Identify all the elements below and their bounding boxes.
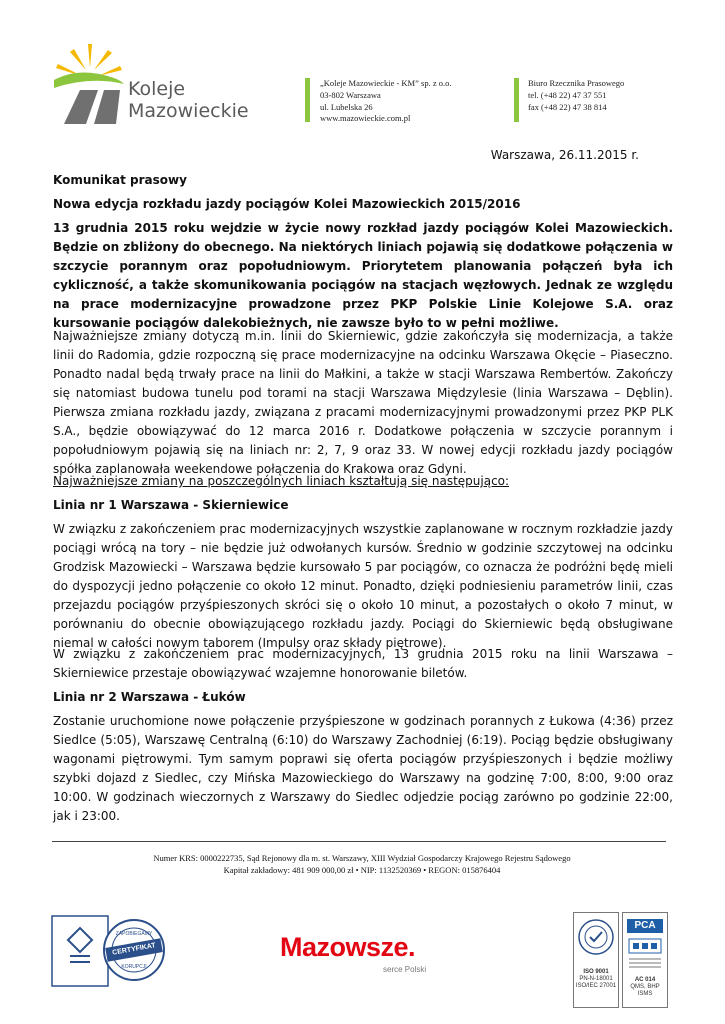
company-street: ul. Lubelska 26: [320, 101, 373, 112]
company-address: [320, 78, 451, 125]
logo-wordmark: [128, 78, 249, 122]
press-office-tel: tel. (+48 22) 47 37 551: [528, 89, 607, 100]
mazowsze-wordmark: Mazowsze.: [280, 932, 416, 962]
pca-label: PCA: [627, 919, 663, 933]
line1-paragraph-2: W związku z zakończeniem prac modernizacyjnych, 13 grudnia 2015 roku na linii Warszawa – Skierniewice przestaje obowiązywać wzajemne honorowanie biletów.: [53, 647, 673, 680]
isms-label: ISMS: [637, 991, 653, 997]
divider-bar: [305, 78, 310, 122]
press-office-title: Biuro Rzecznika Prasowego: [528, 78, 625, 88]
qms-label: QMS, BHP: [630, 984, 660, 990]
changes-intro: Najważniejsze zmiany na poszczególnych liniach kształtują się następująco:: [53, 474, 510, 488]
stamp-top-text: ZAPOBIEGAMY: [115, 931, 153, 937]
pn-18001-label: PN-N-18001: [579, 976, 613, 982]
pca-accreditation-badge: [622, 912, 668, 1008]
line2-title: Linia nr 2 Warszawa - Łuków: [53, 690, 246, 704]
pca-mark-icon: [623, 933, 667, 973]
document-subheading: Nowa edycja rozkładu jazdy pociągów Kolei Mazowieckich 2015/2016: [53, 197, 521, 211]
press-office: [528, 78, 624, 113]
logo-line2: Mazowieckie: [128, 100, 249, 122]
document-heading: Komunikat prasowy: [53, 173, 187, 187]
stamp-bottom-text: KORUPCJI: [121, 964, 147, 970]
lead-paragraph: 13 grudnia 2015 roku wejdzie w życie nowy rozkład jazdy pociągów Kolei Mazowieckich. Będzie on zbliżony do obecnego. Na niektórych liniach pojawią się dodatkowe połączenia w szczycie porannym oraz popołudniowym. Priorytetem planowania połączeń była ich cykliczność, a także skomunikowania pociągów na stacjach węzłowych. Jednak ze względu na prace modernizacyjne prowadzone przez PKP Polskie Linie Kolejowe S.A. oraz kursowanie pociągów dalekobieżnych, nie zawsze było to w pełni możliwe.: [53, 221, 673, 330]
iso-seal-icon: [574, 913, 618, 965]
company-name: „Koleje Mazowieckie - KM” sp. z o.o.: [320, 78, 452, 88]
stamp-center-text: CERTYFIKAT: [111, 942, 157, 957]
footer-capital: Kapitał zakładowy: 481 909 000,00 zł • NIP: 1132520369 • REGON: 015876404: [223, 865, 501, 875]
iso-9001-label: ISO 9001: [583, 969, 609, 975]
logo-line1: Koleje: [128, 78, 186, 100]
iso-27001-label: ISO/IEC 27001: [575, 983, 617, 989]
press-office-fax: fax (+48 22) 47 38 814: [528, 101, 607, 112]
company-web[interactable]: www.mazowieckie.com.pl: [320, 113, 411, 124]
line2-paragraph-1: Zostanie uruchomione nowe połączenie przyśpieszone w godzinach porannych z Łukowa (4:36) przez Siedlce (5:05), Warszawę Centralną (6:10) do Warszawy Zachodniej (6:19). Pociąg będzie obsługiwany wagonami piętrowymi. Tym samym poprawi się oferta pociągów przyśpieszonych i będzie możliwy szybki dojazd z Siedlec, czy Mińska Mazowieckiego do Warszawy na godzinę 7:00, 8:00, 9:00 oraz 10:00. W godzinach wieczornych z Warszawy do Siedlec odjedzie pociąg zarówno po godzinie 22:00, jak i 23:00.: [53, 714, 673, 823]
anti-corruption-certificate: [48, 910, 166, 992]
line1-title: Linia nr 1 Warszawa - Skierniewice: [53, 498, 289, 512]
line1-paragraph-1: W związku z zakończeniem prac modernizacyjnych wszystkie zaplanowane w rocznym rozkładzie jazdy pociągi wrócą na tory – nie będzie już odwołanych kursów. Średnio w godzinie szczytowej na odcinku Grodzisk Mazowiecki – Warszawa będzie kursowało 5 par pociągów, co oznacza że podróżni będę mieli do dyspozycji jedno połączenie co około 12 minut. Ponadto, dzięki podniesieniu parametrów linii, czas przejazdu pociągów przyśpieszonych skróci się o około 10 minut, a pozostałych o około 7 minut, w porównaniu do obecnie obowiązującego rozkładu jazdy. Pociągi do Skierniewic będą obsługiwane niemal w całości nowym taborem (Impulsy oraz składy piętrowe).: [53, 522, 673, 650]
footer-divider: [52, 841, 666, 842]
mazowsze-logo: [280, 932, 450, 982]
mazowsze-tagline: serce Polski: [383, 965, 427, 974]
company-postal: 03-802 Warszawa: [320, 89, 381, 100]
ac-label: AC 014: [634, 977, 656, 983]
iso-certificate-badge: [573, 912, 619, 1008]
footer-krs: Numer KRS: 0000222735, Sąd Rejonowy dla m. st. Warszawy, XIII Wydział Gospodarczy Krajowego Rejestru Sądowego: [153, 853, 571, 863]
document-date: Warszawa, 26.11.2015 r.: [490, 148, 639, 162]
body-paragraph-1: Najważniejsze zmiany dotyczą m.in. linii do Skierniewic, gdzie zakończyła się modernizacja, a także linii do Radomia, gdzie rozpoczną się prace modernizacyjne na odcinku Warszawa Okęcie – Piaseczno. Ponadto nadal będą trwały prace na linii do Małkini, a także w stacji Warszawa Rembertów. Zakończy się natomiast budowa tunelu pod torami na stacji Warszawa Międzylesie (linia Warszawa – Dęblin). Pierwsza zmiana rozkładu jazdy, związana z pracami modernizacyjnymi prowadzonymi przez PKP PLK S.A., będzie obowiązywać do 12 marca 2016 r. Dodatkowe połączenia w szczycie porannym i popołudniowym pojawią się na liniach nr: 2, 7, 9 oraz 33. W nowej edycji rozkładu jazdy pociągów spółka zaplanowała weekendowe połączenia do Krakowa oraz Gdyni.: [53, 329, 673, 476]
divider-bar: [514, 78, 519, 122]
